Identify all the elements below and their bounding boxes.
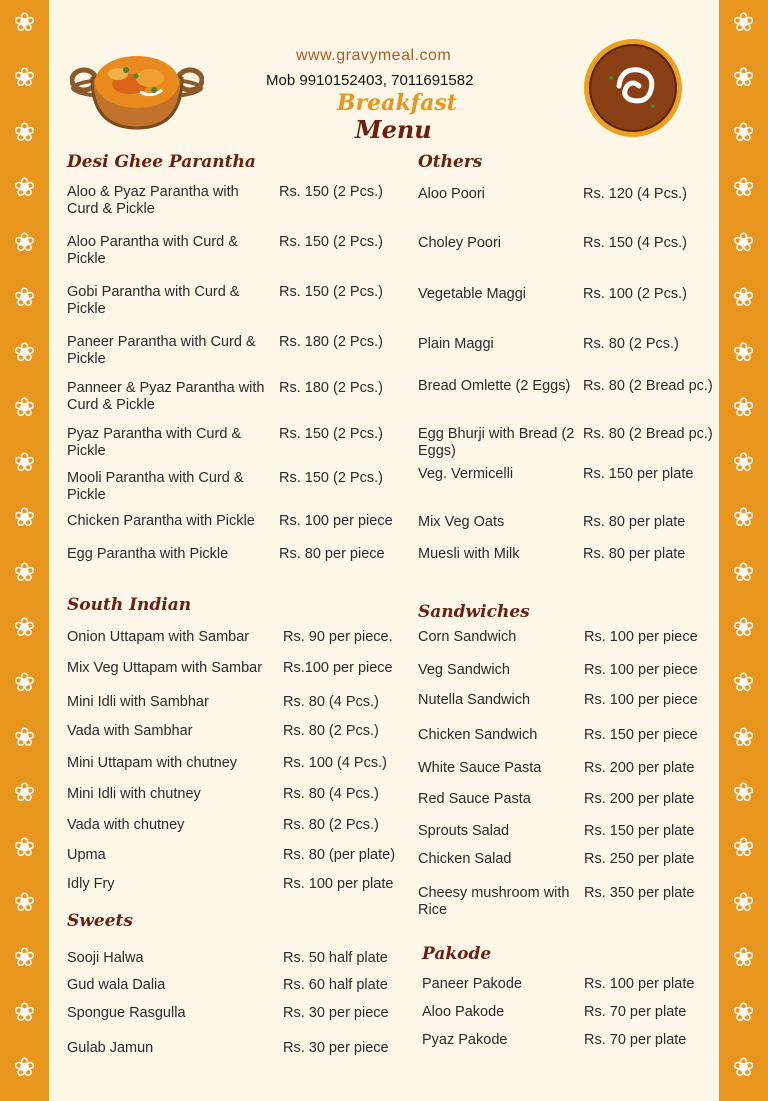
flower-icon: ❀ — [13, 557, 36, 587]
others-item-price: Rs. 80 (2 Bread pc.) — [583, 426, 713, 442]
flower-icon: ❀ — [732, 117, 755, 147]
desi-ghee-parantha-item-name: Gobi Parantha with Curd & Pickle — [67, 284, 240, 317]
others-item-name: Aloo Poori — [418, 186, 485, 202]
flower-icon: ❀ — [13, 832, 36, 862]
flower-icon: ❀ — [732, 7, 755, 37]
flower-icon: ❀ — [13, 942, 36, 972]
south-indian-item-name: Upma — [67, 847, 106, 863]
south-indian-item-price: Rs. 100 per plate — [283, 876, 394, 892]
sandwiches-item-price: Rs. 150 per plate — [584, 823, 695, 839]
sweets-item-name: Spongue Rasgulla — [67, 1005, 186, 1021]
south-indian-item-name: Onion Uttapam with Sambar — [67, 629, 250, 645]
sweets-item-price: Rs. 30 per piece — [283, 1005, 389, 1021]
desi-ghee-parantha-item-price: Rs. 150 (2 Pcs.) — [279, 470, 383, 486]
desi-ghee-parantha-item-name: Pyaz Parantha with Curd & Pickle — [67, 426, 242, 459]
flower-icon: ❀ — [13, 7, 36, 37]
desi-ghee-parantha-item-price: Rs. 180 (2 Pcs.) — [279, 334, 383, 350]
south-indian-item-price: Rs. 80 (2 Pcs.) — [283, 817, 379, 833]
website-url[interactable]: www.gravymeal.com — [296, 47, 452, 64]
south-indian-item-name: Vada with Sambhar — [67, 723, 193, 739]
south-indian-item-price: Rs.100 per piece — [283, 660, 393, 676]
others-item-price: Rs. 80 (2 Pcs.) — [583, 336, 679, 352]
curry-bowl-image — [70, 40, 204, 132]
south-indian-heading: South Indian — [67, 595, 192, 615]
pakode-item-name: Paneer Pakode — [422, 976, 522, 992]
south-indian-item-price: Rs. 100 (4 Pcs.) — [283, 755, 387, 771]
pakode-heading: Pakode — [422, 944, 492, 964]
others-item-price: Rs. 80 per plate — [583, 514, 686, 530]
others-item-price: Rs. 80 (2 Bread pc.) — [583, 378, 713, 394]
south-indian-item-name: Vada with chutney — [67, 817, 185, 833]
south-indian-item-price: Rs. 80 (per plate) — [283, 847, 396, 863]
sandwiches-item-name: Cheesy mushroom with Rice — [418, 885, 570, 918]
flower-icon: ❀ — [13, 612, 36, 642]
flower-icon: ❀ — [13, 227, 36, 257]
sandwiches-item-price: Rs. 100 per piece — [584, 692, 698, 708]
flower-icon: ❀ — [732, 172, 755, 202]
flower-icon: ❀ — [13, 1052, 36, 1082]
sweets-item-name: Gud wala Dalia — [67, 977, 166, 993]
pakode-item-price: Rs. 100 per plate — [584, 976, 695, 992]
flower-icon: ❀ — [13, 502, 36, 532]
south-indian-item-name: Mini Idli with Sambhar — [67, 694, 209, 710]
sandwiches-item-name: White Sauce Pasta — [418, 760, 542, 776]
flower-icon: ❀ — [732, 337, 755, 367]
flower-icon: ❀ — [732, 227, 755, 257]
south-indian-item-name: Mini Uttapam with chutney — [67, 755, 238, 771]
flower-icon: ❀ — [13, 282, 36, 312]
flower-icon: ❀ — [13, 392, 36, 422]
desi-ghee-parantha-item-price: Rs. 150 (2 Pcs.) — [279, 184, 383, 200]
left-floral-border — [0, 0, 49, 1101]
right-floral-border — [719, 0, 768, 1101]
south-indian-item-price: Rs. 90 per piece. — [283, 629, 393, 645]
flower-icon: ❀ — [732, 502, 755, 532]
page-title-menu: Menu — [355, 115, 432, 144]
flower-icon: ❀ — [13, 337, 36, 367]
flower-icon: ❀ — [732, 447, 755, 477]
dal-makhani-bowl-image — [581, 38, 685, 138]
sandwiches-item-price: Rs. 100 per piece — [584, 629, 698, 645]
flower-icon: ❀ — [732, 887, 755, 917]
others-item-name: Mix Veg Oats — [418, 514, 505, 530]
mobile-numbers: Mob 9910152403, 7011691582 — [266, 72, 474, 89]
sandwiches-item-name: Sprouts Salad — [418, 823, 510, 839]
others-item-name: Plain Maggi — [418, 336, 494, 352]
others-item-name: Vegetable Maggi — [418, 286, 527, 302]
sandwiches-item-name: Corn Sandwich — [418, 629, 517, 645]
sandwiches-item-price: Rs. 200 per plate — [584, 791, 695, 807]
desi-ghee-parantha-item-name: Aloo & Pyaz Parantha with Curd & Pickle — [67, 184, 239, 217]
flower-icon: ❀ — [13, 722, 36, 752]
sandwiches-item-price: Rs. 250 per plate — [584, 851, 695, 867]
flower-icon: ❀ — [732, 282, 755, 312]
sweets-item-price: Rs. 30 per piece — [283, 1040, 389, 1056]
flower-icon: ❀ — [732, 997, 755, 1027]
sandwiches-item-price: Rs. 100 per piece — [584, 662, 698, 678]
flower-icon: ❀ — [13, 62, 36, 92]
flower-icon: ❀ — [732, 942, 755, 972]
desi-ghee-parantha-item-price: Rs. 150 (2 Pcs.) — [279, 234, 383, 250]
flower-icon: ❀ — [732, 667, 755, 697]
flower-icon: ❀ — [732, 612, 755, 642]
flower-icon: ❀ — [732, 62, 755, 92]
south-indian-item-name: Idly Fry — [67, 876, 115, 892]
pakode-item-name: Aloo Pakode — [422, 1004, 505, 1020]
south-indian-item-name: Mini Idli with chutney — [67, 786, 201, 802]
desi-ghee-parantha-item-name: Panneer & Pyaz Parantha with Curd & Pickle — [67, 380, 265, 413]
sweets-item-name: Gulab Jamun — [67, 1040, 154, 1056]
flower-icon: ❀ — [732, 557, 755, 587]
others-item-name: Choley Poori — [418, 235, 502, 251]
others-item-name: Bread Omlette (2 Eggs) — [418, 378, 571, 394]
sandwiches-heading: Sandwiches — [418, 602, 530, 622]
flower-icon: ❀ — [732, 392, 755, 422]
desi-ghee-parantha-heading: Desi Ghee Parantha — [67, 152, 256, 172]
others-item-price: Rs. 100 (2 Pcs.) — [583, 286, 687, 302]
others-item-price: Rs. 150 per plate — [583, 466, 694, 482]
sandwiches-item-price: Rs. 200 per plate — [584, 760, 695, 776]
flower-icon: ❀ — [732, 777, 755, 807]
flower-icon: ❀ — [13, 887, 36, 917]
sweets-item-name: Sooji Halwa — [67, 950, 144, 966]
sweets-item-price: Rs. 60 half plate — [283, 977, 388, 993]
desi-ghee-parantha-item-name: Chicken Parantha with Pickle — [67, 513, 255, 529]
flower-icon: ❀ — [13, 117, 36, 147]
desi-ghee-parantha-item-name: Mooli Parantha with Curd & Pickle — [67, 470, 244, 503]
others-item-price: Rs. 80 per plate — [583, 546, 686, 562]
desi-ghee-parantha-item-price: Rs. 100 per piece — [279, 513, 393, 529]
desi-ghee-parantha-item-name: Paneer Parantha with Curd & Pickle — [67, 334, 256, 367]
flower-icon: ❀ — [13, 667, 36, 697]
south-indian-item-price: Rs. 80 (4 Pcs.) — [283, 694, 379, 710]
sandwiches-item-price: Rs. 350 per plate — [584, 885, 695, 901]
flower-icon: ❀ — [13, 997, 36, 1027]
flower-icon: ❀ — [732, 1052, 755, 1082]
south-indian-item-price: Rs. 80 (4 Pcs.) — [283, 786, 379, 802]
south-indian-item-name: Mix Veg Uttapam with Sambar — [67, 660, 263, 676]
desi-ghee-parantha-item-price: Rs. 150 (2 Pcs.) — [279, 426, 383, 442]
desi-ghee-parantha-item-price: Rs. 150 (2 Pcs.) — [279, 284, 383, 300]
others-item-price: Rs. 120 (4 Pcs.) — [583, 186, 687, 202]
desi-ghee-parantha-item-price: Rs. 180 (2 Pcs.) — [279, 380, 383, 396]
flower-icon: ❀ — [13, 447, 36, 477]
sandwiches-item-name: Red Sauce Pasta — [418, 791, 531, 807]
sandwiches-item-name: Chicken Salad — [418, 851, 512, 867]
desi-ghee-parantha-item-name: Egg Parantha with Pickle — [67, 546, 229, 562]
desi-ghee-parantha-item-price: Rs. 80 per piece — [279, 546, 385, 562]
flower-icon: ❀ — [13, 777, 36, 807]
others-item-name: Veg. Vermicelli — [418, 466, 514, 482]
pakode-item-price: Rs. 70 per plate — [584, 1032, 687, 1048]
sandwiches-item-name: Veg Sandwich — [418, 662, 510, 678]
pakode-item-price: Rs. 70 per plate — [584, 1004, 687, 1020]
others-item-price: Rs. 150 (4 Pcs.) — [583, 235, 687, 251]
sandwiches-item-name: Chicken Sandwich — [418, 727, 538, 743]
flower-icon: ❀ — [732, 832, 755, 862]
sandwiches-item-name: Nutella Sandwich — [418, 692, 531, 708]
others-item-name: Muesli with Milk — [418, 546, 520, 562]
pakode-item-name: Pyaz Pakode — [422, 1032, 508, 1048]
sweets-heading: Sweets — [67, 911, 133, 931]
flower-icon: ❀ — [732, 722, 755, 752]
others-heading: Others — [418, 152, 483, 172]
flower-icon: ❀ — [13, 172, 36, 202]
sweets-item-price: Rs. 50 half plate — [283, 950, 388, 966]
desi-ghee-parantha-item-name: Aloo Parantha with Curd & Pickle — [67, 234, 238, 267]
sandwiches-item-price: Rs. 150 per piece — [584, 727, 698, 743]
others-item-name: Egg Bhurji with Bread (2 Eggs) — [418, 426, 575, 459]
page-title-breakfast: Breakfast — [337, 90, 457, 116]
south-indian-item-price: Rs. 80 (2 Pcs.) — [283, 723, 379, 739]
